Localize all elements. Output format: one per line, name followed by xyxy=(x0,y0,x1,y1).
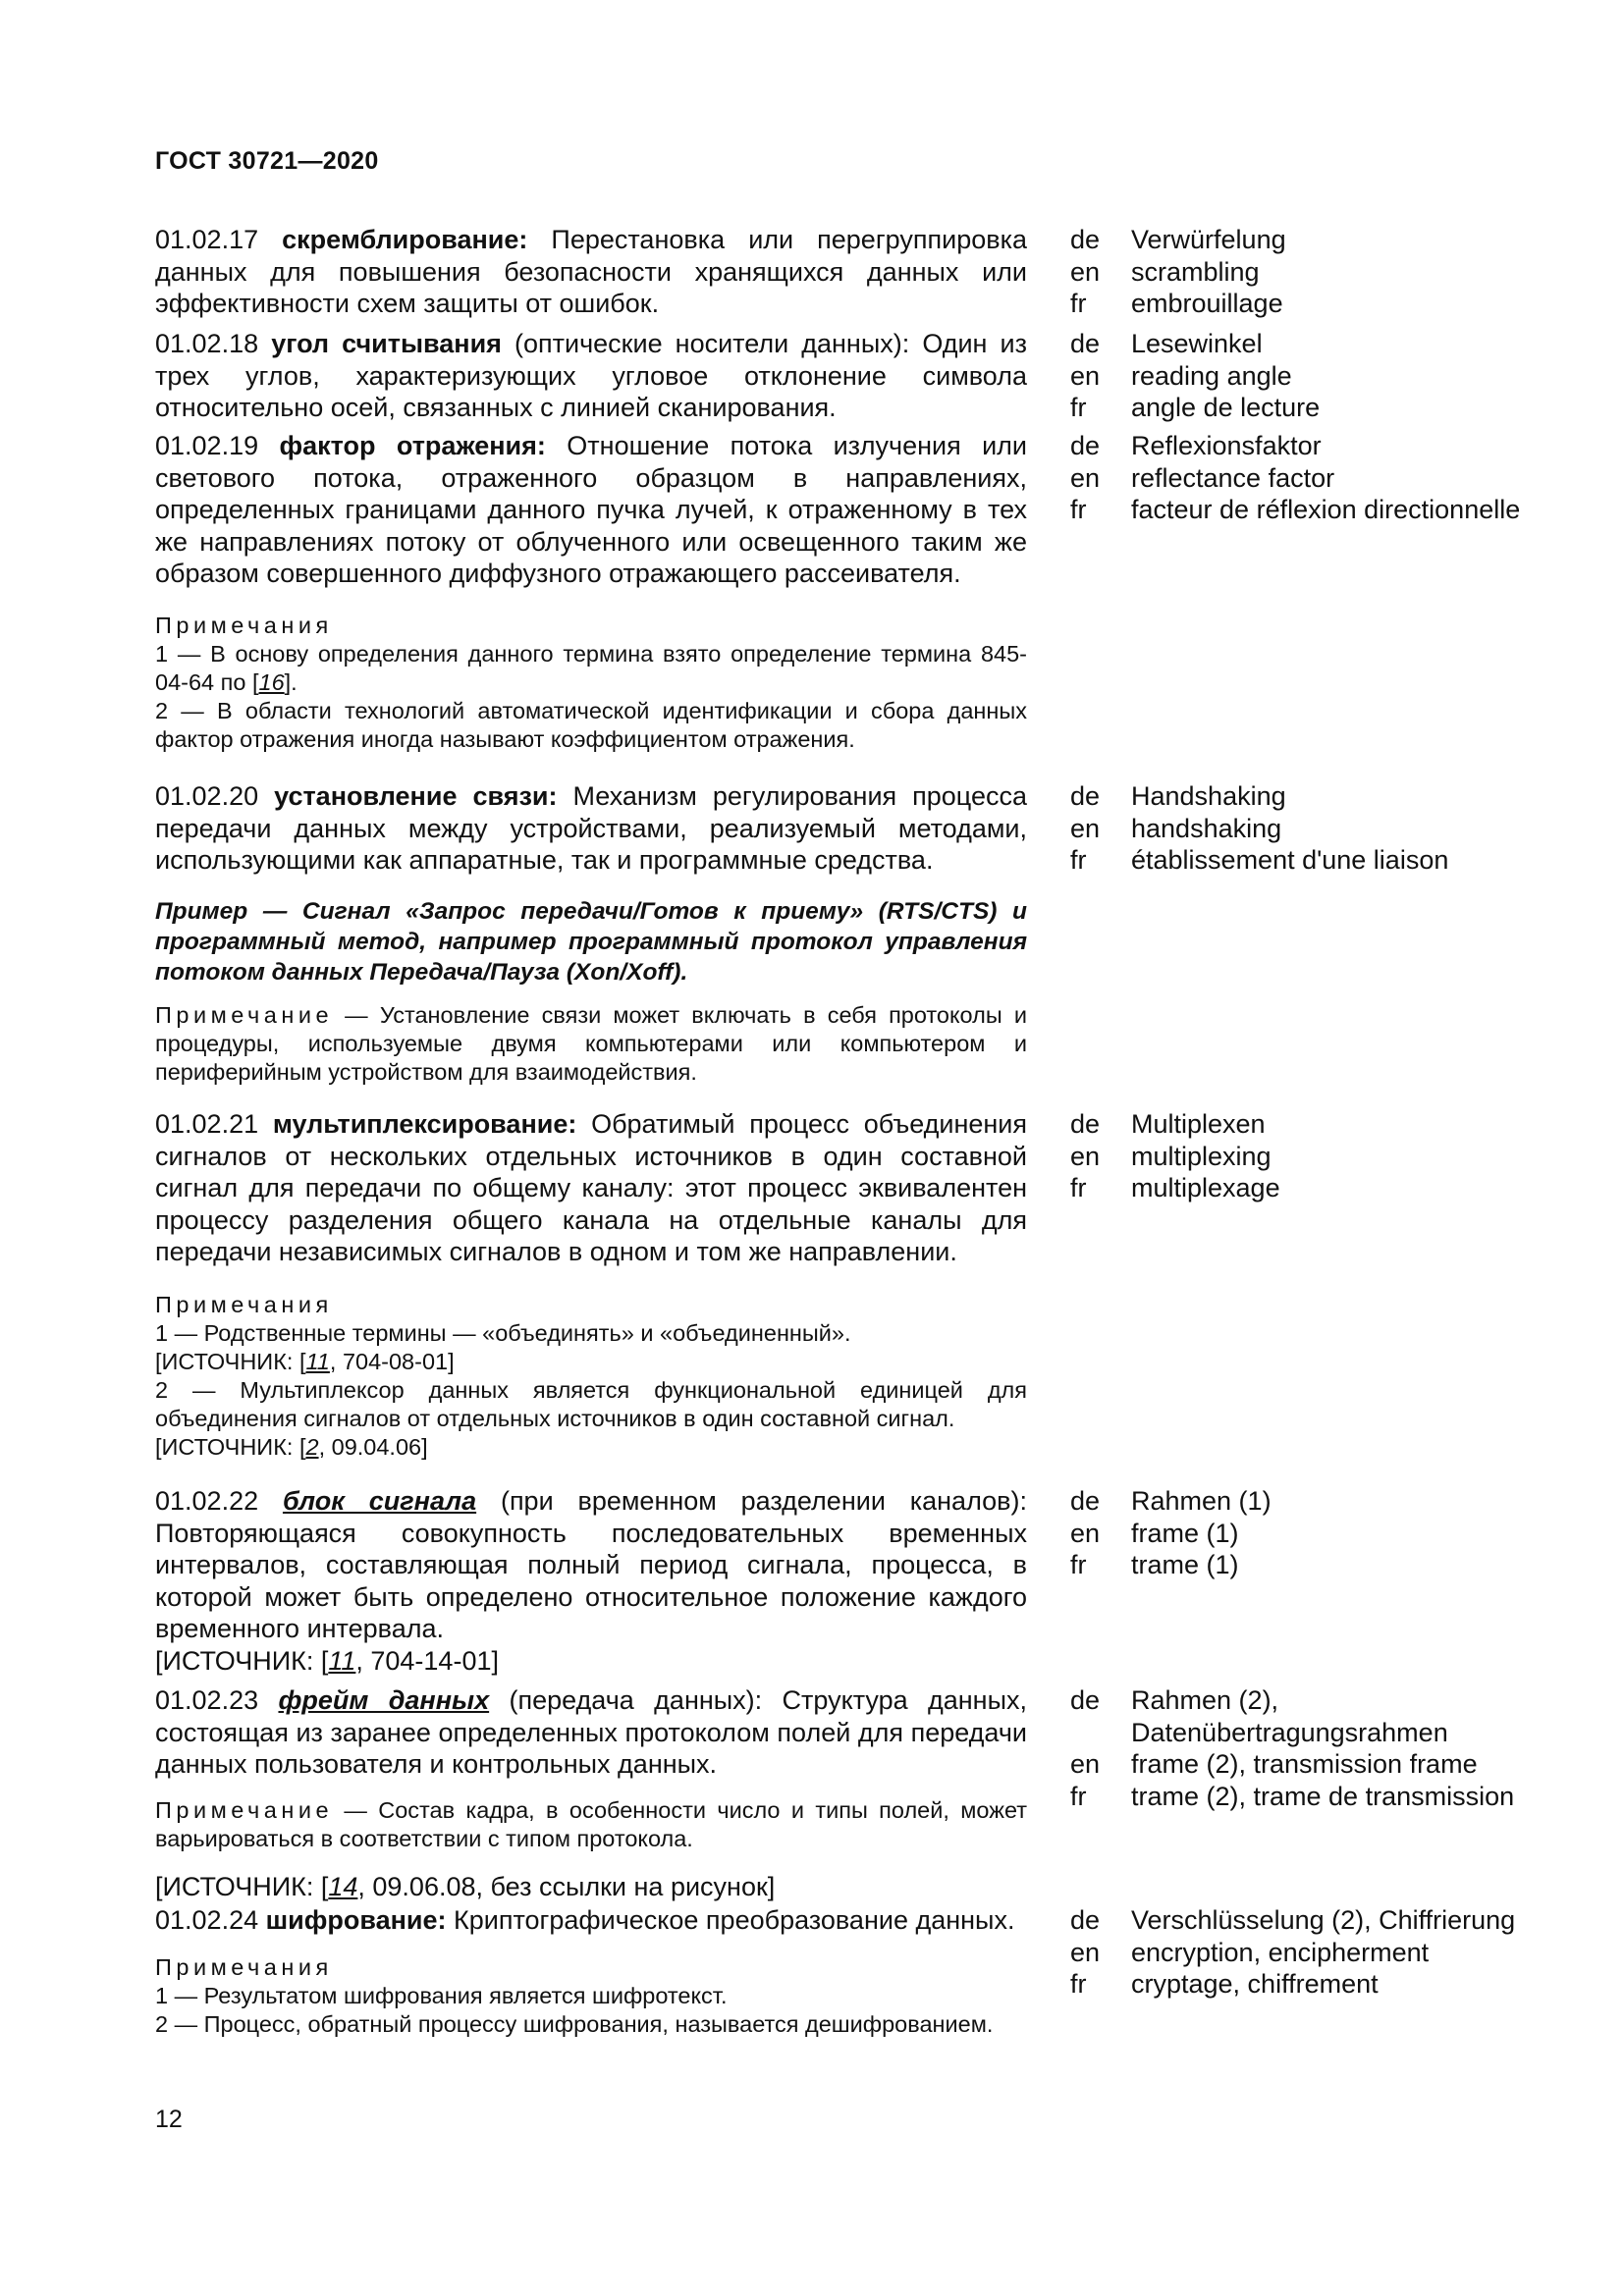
equivalent-fr: fr trame (2), trame de transmission xyxy=(1070,1781,1515,1811)
entry-01-02-21-definition xyxy=(155,1108,1027,1268)
entry-definition-text: Механизм регулирования процесса передачи данных между устройствами, реализуемый методами, использующими как аппаратные, так и программные средства. xyxy=(155,781,1027,875)
entry-01-02-20-note: Примечание — Установление связи может включать в себя протоколы и процедуры, используемые двумя компьютерами или компьютером и периферийным устройством для взаимодействия. xyxy=(155,1002,1027,1085)
equivalent-fr: fr facteur de réflexion directionnelle xyxy=(1070,495,1521,524)
reference-link[interactable]: 11 xyxy=(328,1645,356,1676)
equivalent-de: de Multiplexen xyxy=(1070,1109,1266,1139)
equivalent-de: de Rahmen (2), Datenübertragungsrahmen xyxy=(1070,1685,1448,1747)
notes-heading: Примечания xyxy=(155,1954,333,1980)
entry-definition-text: Обратимый процесс объединения сигналов от нескольких отдельных источников в один составной сигнал для передачи по общему каналу: этот процесс эквивалентен процессу разделения общего канала на отдельные каналы для передачи независимых сигналов в одном и том же направлении. xyxy=(155,1109,1028,1266)
entry-01-02-21-equivalents xyxy=(1070,1108,1532,1204)
equivalent-en: en handshaking xyxy=(1070,813,1282,843)
entry-01-02-24-equivalents xyxy=(1070,1904,1532,2001)
note-2-source: [ИСТОЧНИК: [2, 09.04.06] xyxy=(155,1434,428,1460)
entry-number: 01.02.17 xyxy=(155,225,283,254)
entry-term: фактор отражения: xyxy=(279,431,546,460)
note-1: 1 — Результатом шифрования является шифротекст. xyxy=(155,1983,728,2008)
equivalent-en: en frame (1) xyxy=(1070,1518,1239,1548)
entry-01-02-23-source: [ИСТОЧНИК: [14, 09.06.08, без ссылки на рисунок] xyxy=(155,1872,776,1901)
entry-01-02-19-notes xyxy=(155,612,1027,754)
entry-01-02-18-equivalents xyxy=(1070,328,1532,424)
entry-01-02-17-equivalents xyxy=(1070,224,1532,320)
notes-heading: Примечания xyxy=(155,613,333,638)
entry-definition-text: (оптические носители данных): Один из трех углов, характеризующих угловое отклонение символа относительно осей, связанных с линией сканирования. xyxy=(155,329,1028,422)
entry-term[interactable]: блок сигнала xyxy=(282,1486,477,1516)
entry-number: 01.02.20 xyxy=(155,781,275,811)
equivalent-fr: fr angle de lecture xyxy=(1070,393,1321,422)
equivalent-fr: fr cryptage, chiffrement xyxy=(1070,1969,1379,1999)
entry-number: 01.02.23 xyxy=(155,1685,279,1715)
entry-term: мультиплексирование: xyxy=(272,1109,577,1139)
equivalent-en: en scrambling xyxy=(1070,256,1260,287)
entry-number: 01.02.21 xyxy=(155,1109,273,1139)
note-1: 1 — В основу определения данного термина взято определение термина 845-04-64 по [16]. xyxy=(155,641,1027,695)
equivalent-fr: fr établissement d'une liaison xyxy=(1070,845,1449,875)
equivalent-en: en encryption, encipherment xyxy=(1070,1937,1430,1967)
reference-link[interactable]: 14 xyxy=(328,1872,358,1901)
equivalent-fr: fr multiplexage xyxy=(1070,1173,1280,1202)
entry-01-02-19-definition xyxy=(155,430,1027,590)
document-header: ГОСТ 30721—2020 xyxy=(155,147,379,175)
note-1-source: [ИСТОЧНИК: [11, 704-08-01] xyxy=(155,1349,455,1374)
entry-01-02-24-notes xyxy=(155,1953,1027,2039)
entry-term: установление связи: xyxy=(274,781,558,811)
entry-01-02-20-example: Пример — Сигнал «Запрос передачи/Готов к приему» (RTS/CTS) и программный метод, например программный протокол управления потоком данных Передача/Пауза (Xon/Xoff). xyxy=(155,898,1027,986)
note-heading: Примечание xyxy=(155,1797,334,1823)
entry-01-02-23-note: Примечание — Состав кадра, в особенности число и типы полей, может варьироваться в соответствии с типом протокола. xyxy=(155,1797,1027,1851)
note-2: 2 — В области технологий автоматической идентификации и сбора данных фактор отражения иногда называют коэффициентом отражения. xyxy=(155,698,1027,752)
note-2: 2 — Мультиплексор данных является функциональной единицей для объединения сигналов от отдельных источников в один составной сигнал. xyxy=(155,1377,1027,1431)
entry-01-02-18-definition xyxy=(155,328,1027,424)
entry-number: 01.02.18 xyxy=(155,329,272,358)
reference-link[interactable]: 2 xyxy=(305,1434,319,1460)
entry-definition-text: (при временном разделении каналов): Повторяющаяся совокупность последовательных временных интервалов, составляющая полный период сигнала, процесса, в которой может быть определено относительное положение каждого временного интервала. xyxy=(155,1486,1027,1643)
note-1: 1 — Родственные термины — «объединять» и «объединенный». xyxy=(155,1320,851,1346)
equivalent-en: en multiplexing xyxy=(1070,1141,1272,1171)
entry-term: скремблирование: xyxy=(282,225,528,254)
entry-definition-text: Перестановка или перегруппировка данных для повышения безопасности хранящихся данных или эффективности схем защиты от ошибок. xyxy=(155,225,1028,318)
entry-01-02-20-equivalents xyxy=(1070,780,1532,877)
entry-01-02-22-equivalents xyxy=(1070,1485,1532,1581)
entry-01-02-21-notes xyxy=(155,1291,1027,1462)
entry-number: 01.02.19 xyxy=(155,431,280,460)
equivalent-de: de Reflexionsfaktor xyxy=(1070,431,1322,460)
equivalent-de: de Verwürfelung xyxy=(1070,225,1286,254)
entry-number: 01.02.24 xyxy=(155,1905,266,1935)
entry-term[interactable]: фрейм данных xyxy=(278,1685,490,1715)
note-heading: Примечание xyxy=(155,1002,334,1028)
entry-definition-text: (передача данных): Структура данных, состоящая из заранее определенных протоколом полей для передачи данных пользователя и контрольных данных. xyxy=(155,1685,1027,1779)
entry-01-02-20-definition xyxy=(155,780,1027,877)
equivalent-de: de Handshaking xyxy=(1070,781,1286,811)
notes-heading: Примечания xyxy=(155,1292,333,1317)
entry-01-02-24-definition xyxy=(155,1904,1027,1937)
equivalent-fr: fr embrouillage xyxy=(1070,289,1283,318)
entry-01-02-23-equivalents xyxy=(1070,1684,1532,1812)
equivalent-en: en reflectance factor xyxy=(1070,462,1335,493)
equivalent-de: de Rahmen (1) xyxy=(1070,1486,1272,1516)
equivalent-de: de Verschlüsselung (2), Chiffrierung xyxy=(1070,1905,1516,1935)
entry-term: угол считывания xyxy=(271,329,502,358)
reference-link[interactable]: 16 xyxy=(258,669,285,695)
entry-term: шифрование: xyxy=(265,1905,447,1935)
entry-01-02-22-definition xyxy=(155,1485,1027,1677)
equivalent-fr: fr trame (1) xyxy=(1070,1550,1239,1579)
entry-01-02-19-equivalents xyxy=(1070,430,1532,526)
entry-definition-text: Отношение потока излучения или светового потока, отраженного образцом в направлениях, определенных границами данного пучка лучей, к отраженному в тех же направлениях потоку от облученного или освещенного таким же образом совершенного диффузного отражающего рассеивателя. xyxy=(155,431,1028,588)
entry-number: 01.02.22 xyxy=(155,1486,283,1516)
equivalent-de: de Lesewinkel xyxy=(1070,329,1263,358)
entry-01-02-17-definition xyxy=(155,224,1027,320)
reference-link[interactable]: 11 xyxy=(305,1349,330,1374)
entry-definition-text: Криптографическое преобразование данных. xyxy=(446,1905,1015,1935)
entry-source: [ИСТОЧНИК: [11, 704-14-01] xyxy=(155,1645,499,1676)
equivalent-en: en frame (2), transmission frame xyxy=(1070,1749,1478,1779)
note-2: 2 — Процесс, обратный процессу шифрования, называется дешифрованием. xyxy=(155,2011,994,2037)
page-number: 12 xyxy=(155,2106,183,2133)
entry-01-02-23-definition xyxy=(155,1684,1027,1781)
equivalent-en: en reading angle xyxy=(1070,360,1292,391)
